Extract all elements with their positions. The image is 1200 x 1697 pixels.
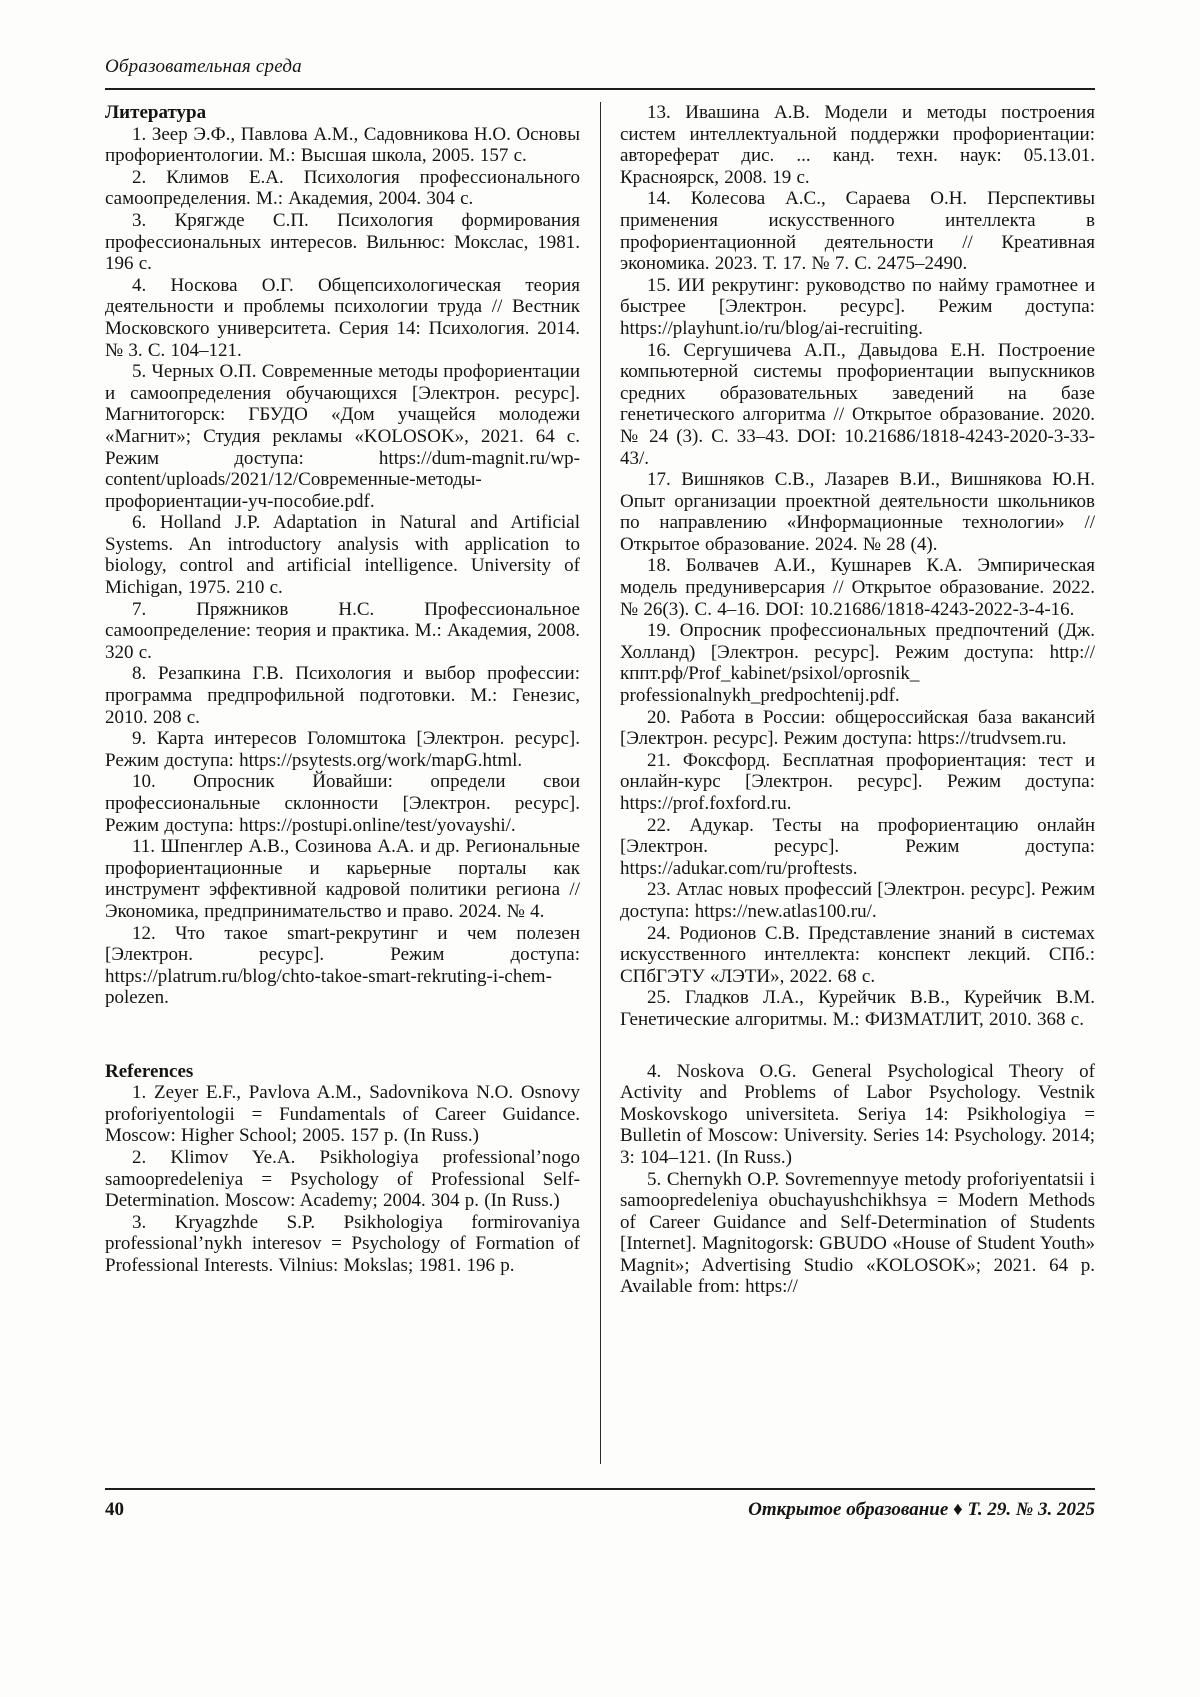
lit-item: 4. Носкова О.Г. Общепсихологическая теория деятельности и проблемы психологии труда // Вестник Московского университета. Серия 14: Психология. 2014. № 3. С. 104–121. <box>105 274 580 361</box>
lit-item: 24. Родионов С.В. Представление знаний в системах искусственного интеллекта: конспект лекций. СПб.: СПбГЭТУ «ЛЭТИ», 2022. 68 с. <box>620 922 1095 987</box>
ref-item: 3. Kryagzhde S.P. Psikhologiya formirovaniya professional’nykh interesov = Psychology of Formation of Professional Interests. Vilnius: Mokslas; 1981. 196 p. <box>105 1211 580 1276</box>
lit-item: 18. Болвачев А.И., Кушнарев К.А. Эмпирическая модель предуниверсария // Открытое образование. 2022. № 26(3). С. 4–16. DOI: 10.21686/1818-4243-2022-3-4-16. <box>620 555 1095 620</box>
header-rule <box>105 88 1095 90</box>
lit-item: 14. Колесова А.С., Сараева О.Н. Перспективы применения искусственного интеллекта в профориентационной деятельности // Креативная экономика. 2023. Т. 17. № 7. С. 2475–2490. <box>620 188 1095 275</box>
literature-left-column <box>105 102 580 1031</box>
lit-item: 5. Черных О.П. Современные методы профориентации и самоопределения обучающихся [Электрон. ресурс]. Магнитогорск: ГБУДО «Дом учащейся молодежи «Магнит»; Студия рекламы «KOLOSOK», 2021. 64 с. Режим доступа: https://dum-magnit.ru/wp-content/uploads/2021/12/Современные-методы-профориентации-уч-пособие.pdf. <box>105 361 580 512</box>
references-heading: References <box>105 1060 194 1082</box>
lit-item: 25. Гладков Л.А., Курейчик В.В., Курейчик В.М. Генетические алгоритмы. М.: ФИЗМАТЛИТ, 2010. 368 с. <box>620 987 1095 1030</box>
lit-item: 6. Holland J.P. Adaptation in Natural and Artificial Systems. An introductory analysis with application to biology, control and artificial intelligence. University of Michigan, 1975. 210 с. <box>105 512 580 599</box>
ref-item: 2. Klimov Ye.A. Psikhologiya professional’nogo samoopredeleniya = Psychology of Professional Self-Determination. Moscow: Academy; 2004. 304 p. (In Russ.) <box>105 1146 580 1212</box>
two-column-content <box>105 102 1095 1298</box>
lit-item: 22. Адукар. Тесты на профориентацию онлайн [Электрон. ресурс]. Режим доступа: https://adukar.com/ru/proftests. <box>620 814 1095 879</box>
lit-item: 2. Климов Е.А. Психология профессионального самоопределения. М.: Академия, 2004. 304 с. <box>105 166 580 210</box>
lit-item: 21. Фоксфорд. Бесплатная профориентация: тест и онлайн-курс [Электрон. ресурс]. Режим доступа: https://prof.foxford.ru. <box>620 749 1095 814</box>
page-number: 40 <box>105 1499 124 1520</box>
references-left-column <box>105 1061 580 1299</box>
lit-item: 11. Шпенглер А.В., Созинова А.А. и др. Региональные профориентационные и карьерные порталы как инструмент эффективной кадровой политики региона // Экономика, предпринимательство и право. 2024. № 4. <box>105 836 580 922</box>
lit-item: 1. Зеер Э.Ф., Павлова А.М., Садовникова Н.О. Основы профориентологии. М.: Высшая школа, 2005. 157 с. <box>105 123 580 167</box>
literature-right-column <box>620 102 1095 1031</box>
lit-item: 15. ИИ рекрутинг: руководство по найму грамотнее и быстрее [Электрон. ресурс]. Режим доступа: https://playhunt.io/ru/blog/ai-recruiting. <box>620 274 1095 339</box>
journal-footer-line: Открытое образование ♦ Т. 29. № 3. 2025 <box>748 1499 1095 1520</box>
lit-item: 12. Что такое smart-рекрутинг и чем полезен [Электрон. ресурс]. Режим доступа: https://platrum.ru/blog/chto-takoe-smart-rekruting-i-chem-polezen. <box>105 922 580 1009</box>
lit-item: 9. Карта интересов Голомштока [Электрон. ресурс]. Режим доступа: https://psytests.org/work/mapG.html. <box>105 728 580 771</box>
lit-item: 23. Атлас новых профессий [Электрон. ресурс]. Режим доступа: https://new.atlas100.ru/. <box>620 879 1095 922</box>
literature-heading: Литература <box>105 102 207 123</box>
ref-item: 4. Noskova O.G. General Psychological Theory of Activity and Problems of Labor Psychology. Vestnik Moskovskogo universiteta. Seriya 14: Psikhologiya = Bulletin of Moscow: University. Series 14: Psychology. 2014; 3: 104–121. (In Russ.) <box>620 1060 1095 1168</box>
lit-item: 16. Сергушичева А.П., Давыдова Е.Н. Построение компьютерной системы профориентации выпускников средних образовательных заведений на базе генетического алгоритма // Открытое образование. 2020. № 24 (3). С. 33–43. DOI: 10.21686/1818-4243-2020-3-33-43/. <box>620 339 1095 469</box>
page-footer <box>105 1488 1095 1521</box>
lit-item: 19. Опросник профессиональных предпочтений (Дж. Холланд) [Электрон. ресурс]. Режим доступа: http://кппт.рф/Prof_kabinet/psixol/oprosnik_ professionalnykh_predpochtenij.pdf. <box>620 620 1095 707</box>
lit-item: 3. Крягжде С.П. Психология формирования профессиональных интересов. Вильнюс: Мокслас, 1981. 196 с. <box>105 209 580 275</box>
ref-item: 1. Zeyer E.F., Pavlova A.M., Sadovnikova N.O. Osnovy proforiyentologii = Fundamentals of Career Guidance. Moscow: Higher School; 2005. 157 p. (In Russ.) <box>105 1082 580 1147</box>
running-head: Образовательная среда <box>105 56 302 77</box>
references-right-column <box>620 1061 1095 1299</box>
lit-item: 7. Пряжников Н.С. Профессиональное самоопределение: теория и практика. М.: Академия, 2008. 320 с. <box>105 598 580 663</box>
ref-item: 5. Chernykh O.P. Sovremennyye metody proforiyentatsii i samoopredeleniya obuchayushchikhsya = Modern Methods of Career Guidance and Self-Determination of Students [Internet]. Magnitogorsk: GBUDO «House of Student Youth» Magnit»; Advertising Studio «KOLOSOK»; 2021. 64 p. Available from: https:// <box>620 1168 1095 1298</box>
lit-item: 8. Резапкина Г.В. Психология и выбор профессии: программа предпрофильной подготовки. М.: Генезис, 2010. 208 с. <box>105 663 580 728</box>
lit-item: 13. Ивашина А.В. Модели и методы построения систем интеллектуальной поддержки профориентации: автореферат дис. ... канд. техн. наук: 05.13.01. Красноярск, 2008. 19 с. <box>620 102 1095 188</box>
lit-item: 17. Вишняков С.В., Лазарев В.И., Вишнякова Ю.Н. Опыт организации проектной деятельности школьников по направлению «Информационные технологии» // Открытое образование. 2024. № 28 (4). <box>620 469 1095 555</box>
lit-item: 10. Опросник Йовайши: определи свои профессиональные склонности [Электрон. ресурс]. Режим доступа: https://postupi.online/test/yovayshi/. <box>105 771 580 836</box>
lit-item: 20. Работа в России: общероссийская база вакансий [Электрон. ресурс]. Режим доступа: https://trudvsem.ru. <box>620 706 1095 750</box>
